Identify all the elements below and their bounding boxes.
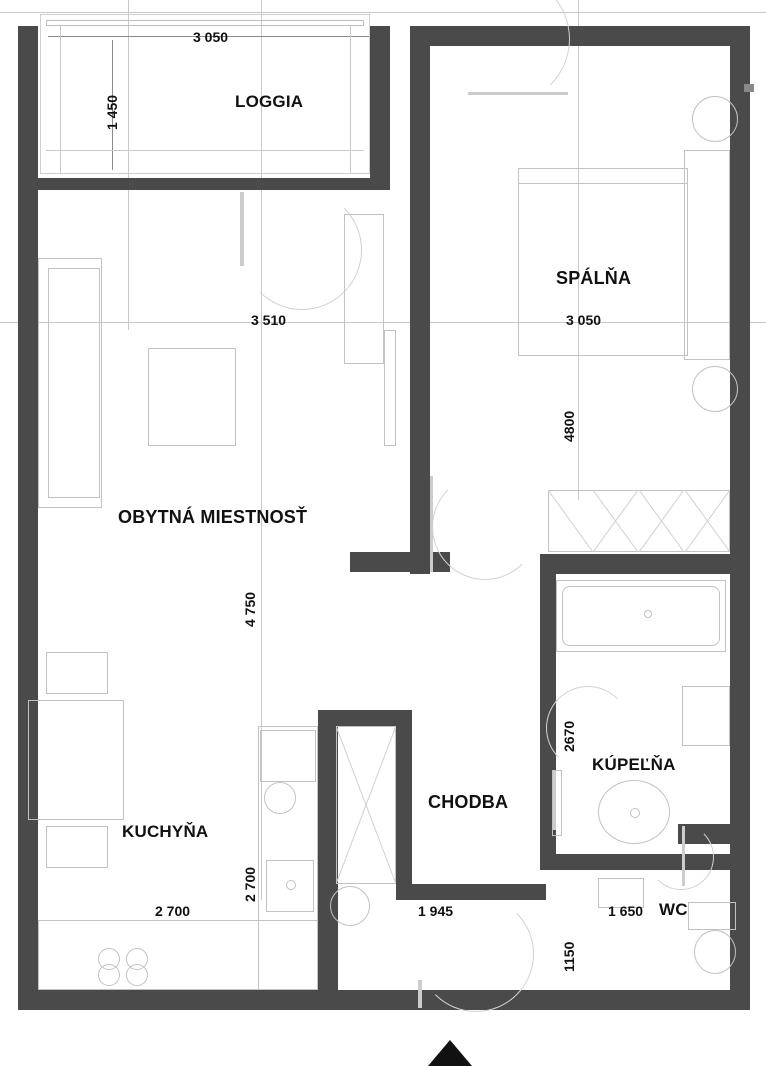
dining-chair-bottom (46, 826, 108, 868)
room-label-wc: WC (659, 900, 688, 919)
loggia-wall-left (18, 26, 38, 178)
exterior-wall-bedroom-left (410, 26, 430, 574)
interior-wall-bathroom-bottom (540, 854, 750, 870)
bedroom-lamp-bottom (692, 366, 738, 412)
loggia-hatch-3 (46, 150, 364, 151)
tall-cabinet (384, 330, 396, 446)
dining-chair-top (46, 652, 108, 694)
loggia-hatch-1 (60, 26, 61, 174)
exterior-wall-left (18, 178, 38, 1010)
washbasin-drain (630, 808, 640, 818)
dim-bedroom-depth: 4800 (561, 410, 577, 442)
wc-basin (688, 902, 736, 930)
room-label-kuchyna: KUCHYŇA (122, 822, 209, 841)
wall-notch-right (744, 84, 754, 92)
dim-wc-width: 1 650 (608, 903, 644, 919)
loggia-wall-right (370, 26, 390, 190)
hall-closet-hatch (336, 726, 396, 884)
bedroom-closet-hatch (548, 490, 730, 552)
bathroom-cabinet (682, 686, 730, 746)
kitchen-upper-cabinet (260, 730, 316, 782)
entry-wall-left (338, 990, 418, 1010)
door-arc-hall-bedroom (432, 474, 538, 580)
door-leaf-wc (682, 826, 685, 886)
loggia-hatch-2 (350, 26, 351, 174)
door-leaf-loggia (240, 192, 244, 266)
bed (518, 168, 688, 356)
entrance-arrow (428, 1040, 472, 1066)
coffee-table (148, 348, 236, 446)
dim-kitchen-width: 2 700 (155, 903, 191, 919)
room-label-obytna-miestnost: OBYTNÁ MIESTNOSŤ (118, 507, 308, 527)
bed-headboard (518, 168, 688, 184)
dim-wc-depth: 1150 (561, 941, 577, 972)
interior-wall-closet-bottom (318, 946, 338, 1010)
loggia-railing (46, 20, 364, 26)
room-label-kupelna: KÚPEĽŇA (592, 755, 676, 774)
door-leaf-entrance (418, 980, 422, 1008)
dim-kitchen-depth: 2 700 (242, 866, 258, 902)
dim-living-width: 3 510 (251, 312, 287, 328)
washing-machine (264, 782, 296, 814)
interior-wall-bedroom-bottom (540, 554, 750, 574)
interior-wall-living-right-stub (350, 552, 370, 572)
bathroom-radiator (552, 770, 562, 836)
sofa-seat (48, 268, 100, 498)
interior-wall-closet-right (396, 710, 412, 892)
door-leaf-hall-bedroom (430, 476, 433, 572)
kitchen-sink-drain (286, 880, 296, 890)
cooktop-burner-4 (126, 964, 148, 986)
dim-loggia-depth: 1 450 (104, 94, 120, 130)
bedroom-lamp-top (692, 96, 738, 142)
dim-hall-width: 1 945 (418, 903, 454, 919)
dining-table (28, 700, 124, 820)
exterior-wall-living-top (18, 178, 390, 190)
wc-toilet-bowl (694, 930, 736, 974)
room-label-spalna: SPÁLŇA (556, 268, 632, 288)
door-arc-bedroom-entry (440, 0, 570, 104)
cooktop-burner-3 (98, 964, 120, 986)
tv-unit (344, 214, 384, 364)
grid-line-horizontal-top (0, 12, 766, 13)
dim-bathroom-depth: 2670 (561, 720, 577, 752)
dim-living-depth: 4 750 (242, 591, 258, 627)
dim-bedroom-width: 3 050 (566, 312, 602, 328)
room-label-chodba: CHODBA (428, 792, 509, 812)
bathtub-inner (562, 586, 720, 646)
door-leaf-bedroom-entry (468, 92, 568, 95)
dim-loggia-width: 3 050 (193, 29, 229, 45)
hall-round-fixture (330, 886, 370, 926)
bathtub-drain (644, 610, 652, 618)
room-label-loggia: LOGGIA (235, 92, 304, 111)
wardrobe (684, 150, 730, 360)
